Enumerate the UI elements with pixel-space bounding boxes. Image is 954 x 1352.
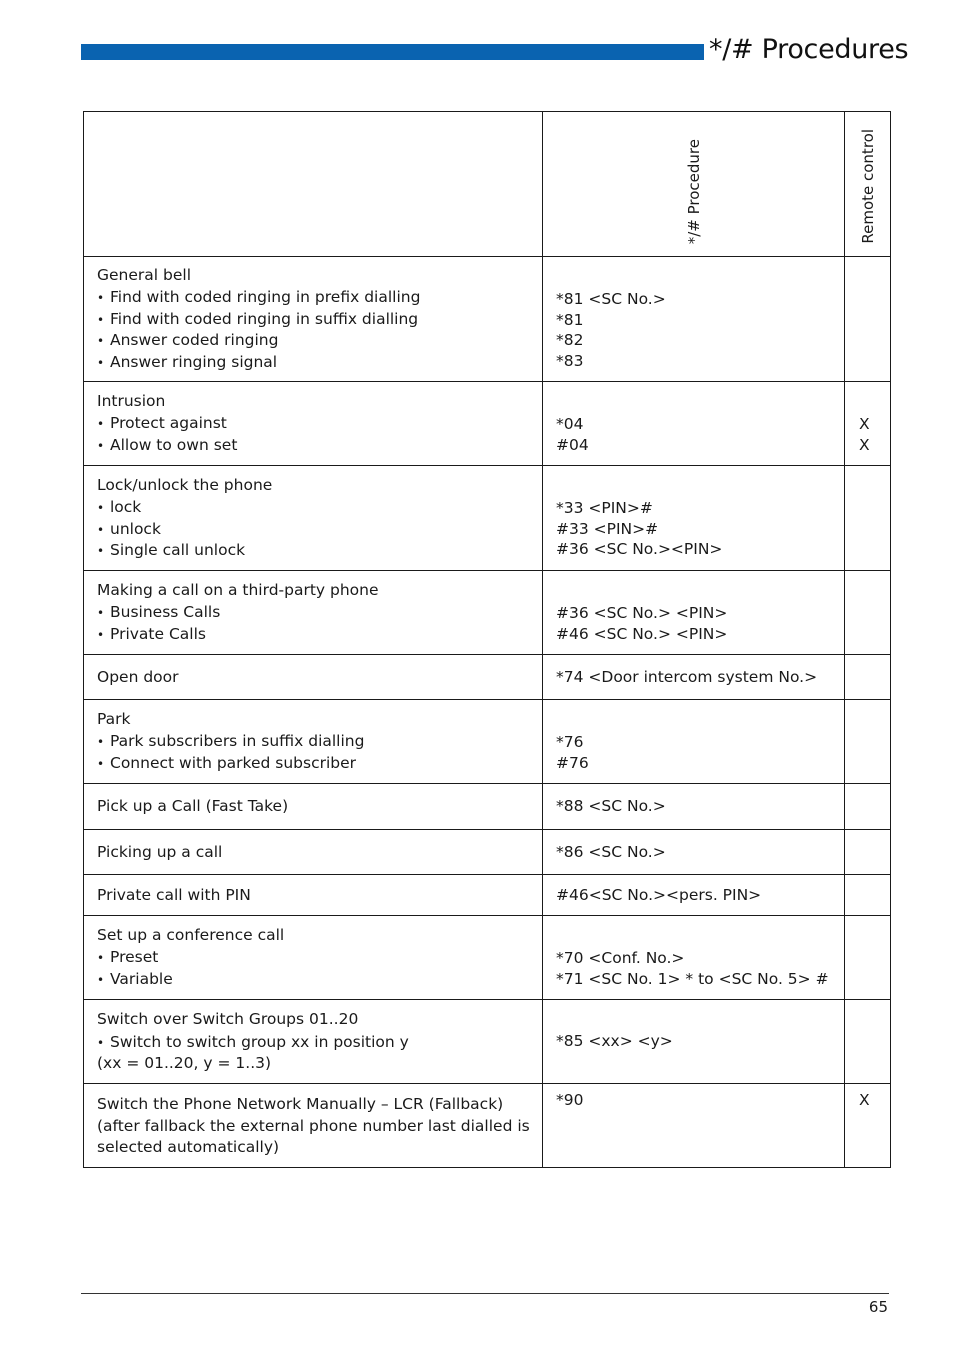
feature-title: Open door	[97, 667, 179, 686]
procedure-code: *90	[556, 1091, 584, 1109]
procedure-cell	[543, 916, 845, 1000]
table-row	[84, 571, 891, 655]
table-row	[84, 655, 891, 700]
feature-cell	[84, 571, 543, 655]
feature-title: Park	[97, 709, 131, 728]
remote-cell	[845, 1000, 891, 1084]
procedure-code: #33 <PIN>#	[556, 519, 659, 538]
feature-bullet: • lock	[97, 497, 530, 519]
table-row	[84, 1000, 891, 1084]
procedure-cell	[543, 571, 845, 655]
feature-title: Intrusion	[97, 391, 166, 410]
feature-cell	[84, 784, 543, 830]
feature-note: selected automatically)	[97, 1137, 280, 1156]
remote-mark: X	[859, 1091, 870, 1109]
feature-bullet: • Park subscribers in suffix dialling	[97, 731, 530, 753]
header-procedure	[543, 112, 845, 257]
procedure-cell	[543, 784, 845, 830]
procedure-cell	[543, 655, 845, 700]
remote-cell	[845, 257, 891, 382]
procedure-cell	[543, 1000, 845, 1084]
table-row	[84, 257, 891, 382]
procedure-code: *88 <SC No.>	[556, 797, 666, 816]
procedure-code: *81 <SC No.>	[556, 290, 666, 308]
remote-cell	[845, 916, 891, 1000]
feature-cell	[84, 466, 543, 571]
procedure-code: *71 <SC No. 1> * to <SC No. 5> #	[556, 969, 829, 988]
feature-title: Picking up a call	[97, 842, 223, 861]
feature-bullet: • Private Calls	[97, 624, 530, 646]
procedure-cell	[543, 830, 845, 875]
remote-mark: X	[859, 435, 870, 454]
feature-note: (after fallback the external phone number last dialled is	[97, 1117, 530, 1136]
procedure-code: #04	[556, 435, 589, 454]
procedure-code: #36 <SC No.> <PIN>	[556, 604, 728, 622]
table-row	[84, 1084, 891, 1168]
header-procedure-label: */# Procedure	[684, 138, 703, 244]
feature-cell	[84, 1084, 543, 1168]
table-row	[84, 700, 891, 784]
procedure-cell	[543, 382, 845, 466]
procedure-code: *83	[556, 351, 584, 370]
feature-cell	[84, 257, 543, 382]
feature-title: Lock/unlock the phone	[97, 475, 273, 494]
procedure-code: #46 <SC No.> <PIN>	[556, 624, 728, 643]
procedure-cell	[543, 700, 845, 784]
feature-cell	[84, 655, 543, 700]
table-row	[84, 466, 891, 571]
procedure-code: #36 <SC No.><PIN>	[556, 540, 723, 559]
procedure-cell	[543, 875, 845, 916]
procedure-code: *86 <SC No.>	[556, 842, 666, 861]
remote-cell	[845, 466, 891, 571]
header-accent-bar	[81, 44, 704, 60]
feature-note: (xx = 01..20, y = 1..3)	[97, 1054, 272, 1073]
feature-bullet: • Connect with parked subscriber	[97, 753, 530, 775]
table-row	[84, 382, 891, 466]
feature-bullet: • Protect against	[97, 413, 530, 435]
feature-cell	[84, 830, 543, 875]
feature-title: General bell	[97, 265, 191, 284]
remote-cell	[845, 830, 891, 875]
remote-cell	[845, 655, 891, 700]
feature-bullet: • Allow to own set	[97, 435, 530, 457]
feature-title: Switch over Switch Groups 01..20	[97, 1010, 359, 1029]
feature-bullet: • unlock	[97, 519, 530, 541]
table-header-row	[84, 112, 891, 257]
procedure-code: *33 <PIN>#	[556, 499, 653, 518]
feature-bullet: • Answer coded ringing	[97, 330, 530, 352]
procedure-code: *85 <xx> <y>	[556, 1032, 673, 1051]
feature-title: Set up a conference call	[97, 925, 285, 944]
feature-bullet: • Find with coded ringing in suffix dialling	[97, 309, 530, 331]
feature-cell	[84, 700, 543, 784]
footer-rule	[81, 1293, 889, 1294]
header-remote-label: Remote control	[858, 129, 877, 244]
feature-title: Pick up a Call (Fast Take)	[97, 797, 289, 816]
feature-bullet: • Single call unlock	[97, 540, 530, 562]
feature-cell	[84, 875, 543, 916]
procedure-cell	[543, 257, 845, 382]
procedure-cell	[543, 1084, 845, 1168]
table-row	[84, 875, 891, 916]
feature-cell	[84, 916, 543, 1000]
procedure-code: *74 <Door intercom system No.>	[556, 667, 818, 686]
feature-title: Making a call on a third-party phone	[97, 580, 379, 599]
feature-title: Switch the Phone Network Manually – LCR (Fallback)	[97, 1094, 504, 1113]
feature-bullet: • Business Calls	[97, 602, 530, 624]
remote-cell	[845, 700, 891, 784]
procedures-table	[83, 111, 891, 1168]
procedure-code: #76	[556, 753, 589, 772]
header-remote-control	[845, 112, 891, 257]
feature-cell	[84, 1000, 543, 1084]
remote-mark: X	[859, 415, 870, 433]
procedure-code: *82	[556, 331, 584, 349]
procedure-code: #46<SC No.><pers. PIN>	[556, 885, 762, 904]
feature-bullet: • Preset	[97, 947, 530, 969]
procedure-code: *76	[556, 733, 584, 751]
feature-title: Private call with PIN	[97, 885, 251, 904]
procedure-code: *81	[556, 310, 584, 329]
procedure-code: *70 <Conf. No.>	[556, 949, 685, 967]
remote-cell	[845, 875, 891, 916]
remote-cell	[845, 1084, 891, 1168]
remote-cell	[845, 382, 891, 466]
page-number: 65	[868, 1298, 888, 1316]
feature-bullet: • Find with coded ringing in prefix dialling	[97, 287, 530, 309]
table-row	[84, 916, 891, 1000]
feature-bullet: • Variable	[97, 969, 530, 991]
page-title: */# Procedures	[709, 34, 909, 65]
table-row	[84, 784, 891, 830]
feature-cell	[84, 382, 543, 466]
remote-cell	[845, 571, 891, 655]
procedure-code: *04	[556, 415, 584, 433]
header-feature	[84, 112, 543, 257]
feature-bullet: • Switch to switch group xx in position y	[97, 1032, 530, 1054]
feature-bullet: • Answer ringing signal	[97, 352, 530, 374]
procedure-cell	[543, 466, 845, 571]
remote-cell	[845, 784, 891, 830]
table-row	[84, 830, 891, 875]
